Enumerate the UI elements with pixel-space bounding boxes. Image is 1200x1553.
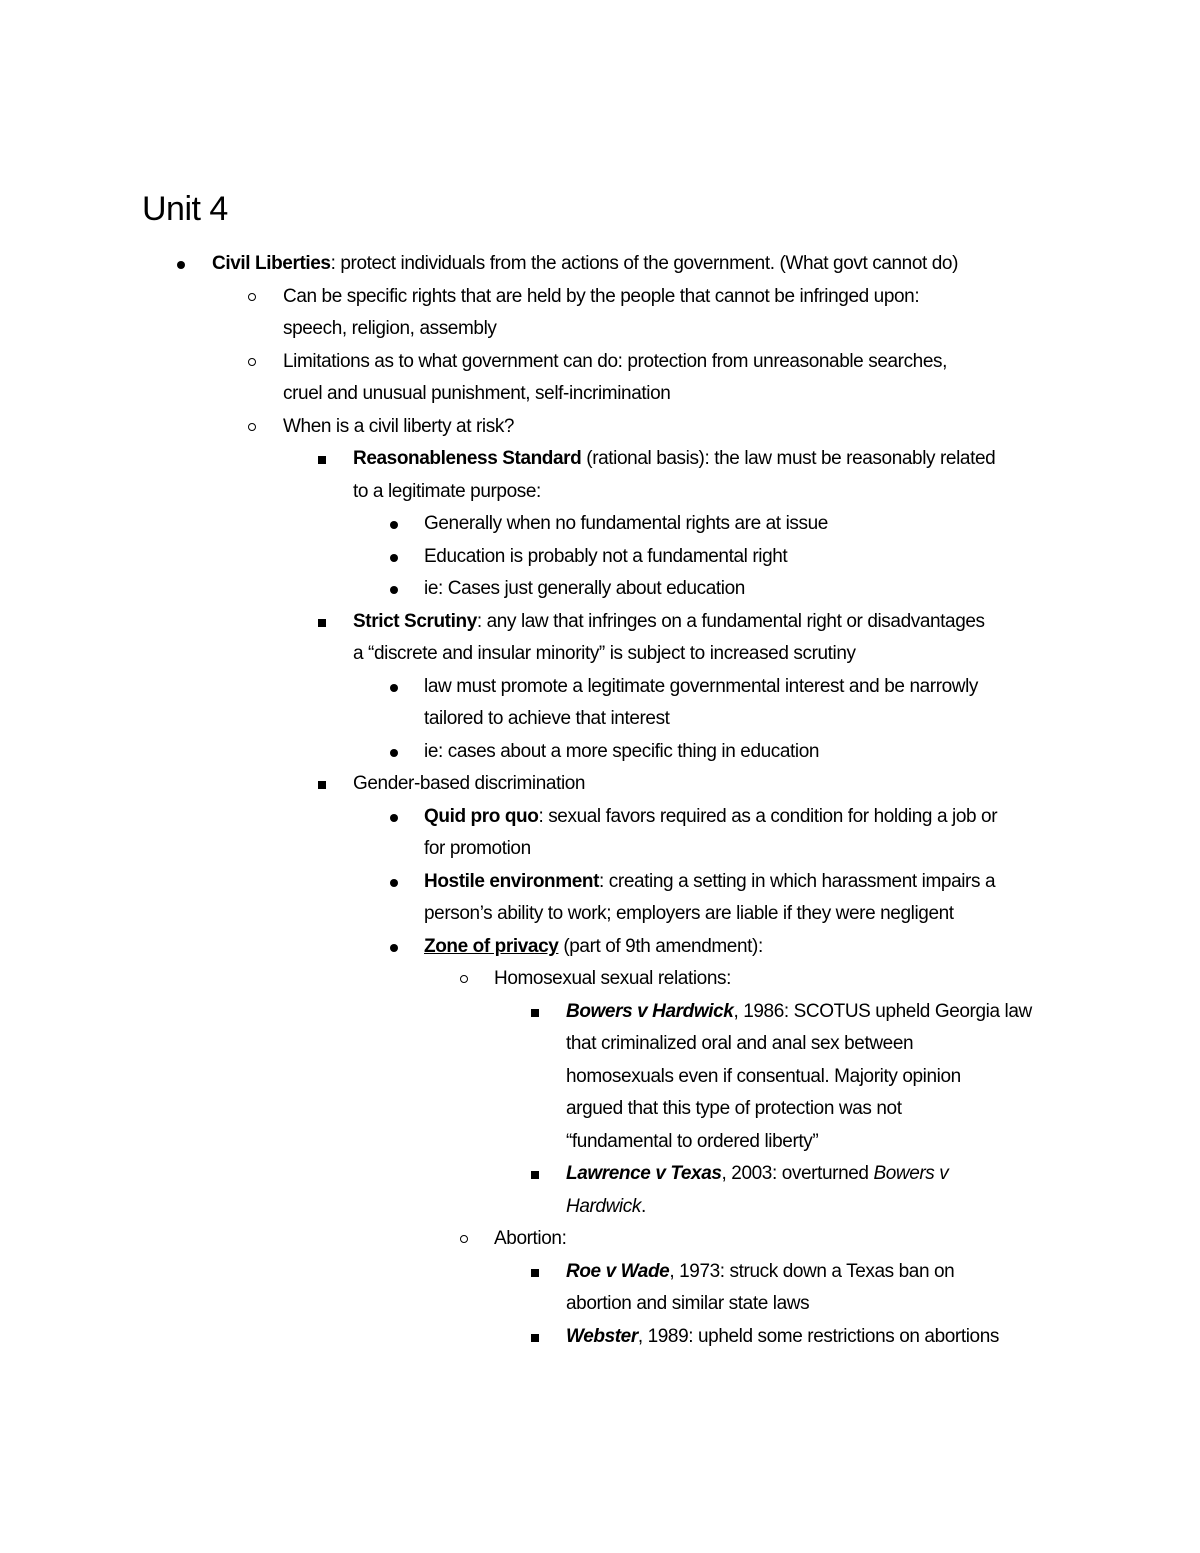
text-line: person’s ability to work; employers are liable if they were negligent <box>424 903 954 924</box>
term-reasonableness: Reasonableness Standard <box>353 448 582 469</box>
text-line: abortion and similar state laws <box>566 1293 810 1314</box>
list-item-risk-question <box>283 411 514 444</box>
text-line: Education is probably not a fundamental right <box>424 546 788 567</box>
text-line: , 1989: upheld some restrictions on abortions <box>637 1326 999 1347</box>
case-reference: Bowers v <box>873 1163 949 1184</box>
text-line: for promotion <box>424 838 531 859</box>
list-item-lawrence <box>566 1158 948 1191</box>
text-line: Can be specific rights that are held by the people that cannot be infringed upon: <box>283 286 920 307</box>
list-item <box>424 671 978 704</box>
text-line: tailored to achieve that interest <box>424 708 670 729</box>
term-quid-pro-quo: Quid pro quo <box>424 806 539 827</box>
text-line: law must promote a legitimate governmental interest and be narrowly <box>424 676 979 697</box>
term-civil-liberties: Civil Liberties <box>212 253 331 274</box>
list-item-zone-of-privacy <box>424 931 763 964</box>
case-roe-v-wade: Roe v Wade <box>566 1261 670 1282</box>
list-item-strict-scrutiny <box>353 606 985 639</box>
list-item-specific-rights-cont <box>283 313 497 346</box>
list-item-hostile-environment <box>424 866 995 899</box>
case-lawrence-v-texas: Lawrence v Texas <box>566 1163 722 1184</box>
text-line: homosexuals even if consentual. Majority opinion <box>566 1066 961 1087</box>
text-line: Abortion: <box>494 1228 567 1249</box>
page-title: Unit 4 <box>142 190 228 228</box>
text-line: to a legitimate purpose: <box>353 481 541 502</box>
list-item-quid-pro-quo <box>424 801 997 834</box>
list-item-abortion <box>494 1223 566 1256</box>
text-line: Gender-based discrimination <box>353 773 586 794</box>
text-line: Limitations as to what government can do: protection from unreasonable searches, <box>283 351 947 372</box>
term-strict-scrutiny: Strict Scrutiny <box>353 611 477 632</box>
list-item-cont <box>424 898 954 931</box>
case-bowers-v-hardwick: Bowers v Hardwick <box>566 1001 734 1022</box>
list-item-limitations-cont <box>283 378 670 411</box>
list-item-bowers <box>566 996 1032 1029</box>
text-line: cruel and unusual punishment, self-incrimination <box>283 383 671 404</box>
list-item-webster <box>566 1321 999 1354</box>
list-item <box>424 573 745 606</box>
text-line: ie: Cases just generally about education <box>424 578 745 599</box>
list-item-gender <box>353 768 585 801</box>
text-line: , 2003: overturned <box>721 1163 874 1184</box>
text-line: (part of 9th amendment): <box>558 936 763 957</box>
text-line: a “discrete and insular minority” is subject to increased scrutiny <box>353 643 856 664</box>
text-line: (rational basis): the law must be reasonably related <box>581 448 996 469</box>
list-item-reasonableness <box>353 443 995 476</box>
text-line: Generally when no fundamental rights are at issue <box>424 513 828 534</box>
list-item-limitations <box>283 346 947 379</box>
text-line: argued that this type of protection was not <box>566 1098 902 1119</box>
text-line: When is a civil liberty at risk? <box>283 416 515 437</box>
text-line: , 1973: struck down a Texas ban on <box>669 1261 955 1282</box>
text-line: : creating a setting in which harassment impairs a <box>599 871 996 892</box>
text-line: “fundamental to ordered liberty” <box>566 1131 819 1152</box>
list-item-roe <box>566 1256 954 1289</box>
case-webster: Webster <box>566 1326 638 1347</box>
list-item-cont <box>566 1028 913 1061</box>
list-item-cont <box>424 703 670 736</box>
list-item-cont <box>566 1126 818 1159</box>
text-line: , 1986: SCOTUS upheld Georgia law <box>733 1001 1032 1022</box>
list-item <box>424 508 828 541</box>
term-zone-of-privacy: Zone of privacy <box>424 936 559 957</box>
list-item <box>424 541 787 574</box>
list-item <box>424 736 819 769</box>
list-item-cont <box>566 1191 646 1224</box>
list-item-strict-scrutiny-cont <box>353 638 856 671</box>
text-line: speech, religion, assembly <box>283 318 497 339</box>
list-item-cont <box>566 1061 961 1094</box>
text-line: : sexual favors required as a condition for holding a job or <box>538 806 998 827</box>
list-item-cont <box>424 833 531 866</box>
text-line: ie: cases about a more specific thing in education <box>424 741 820 762</box>
list-item-homosexual-relations <box>494 963 731 996</box>
case-reference: Hardwick <box>566 1196 641 1217</box>
text-line: Homosexual sexual relations: <box>494 968 731 989</box>
text-line: : any law that infringes on a fundamental right or disadvantages <box>476 611 985 632</box>
list-item-reasonableness-cont <box>353 476 541 509</box>
list-item-civil-liberties <box>212 248 958 281</box>
text-line: that criminalized oral and anal sex between <box>566 1033 914 1054</box>
term-hostile-environment: Hostile environment <box>424 871 600 892</box>
text-line: . <box>640 1196 646 1217</box>
list-item-cont <box>566 1093 902 1126</box>
list-item-specific-rights <box>283 281 919 314</box>
definition-civil-liberties: : protect individuals from the actions of the government. (What govt cannot do) <box>330 253 959 274</box>
list-item-cont <box>566 1288 809 1321</box>
